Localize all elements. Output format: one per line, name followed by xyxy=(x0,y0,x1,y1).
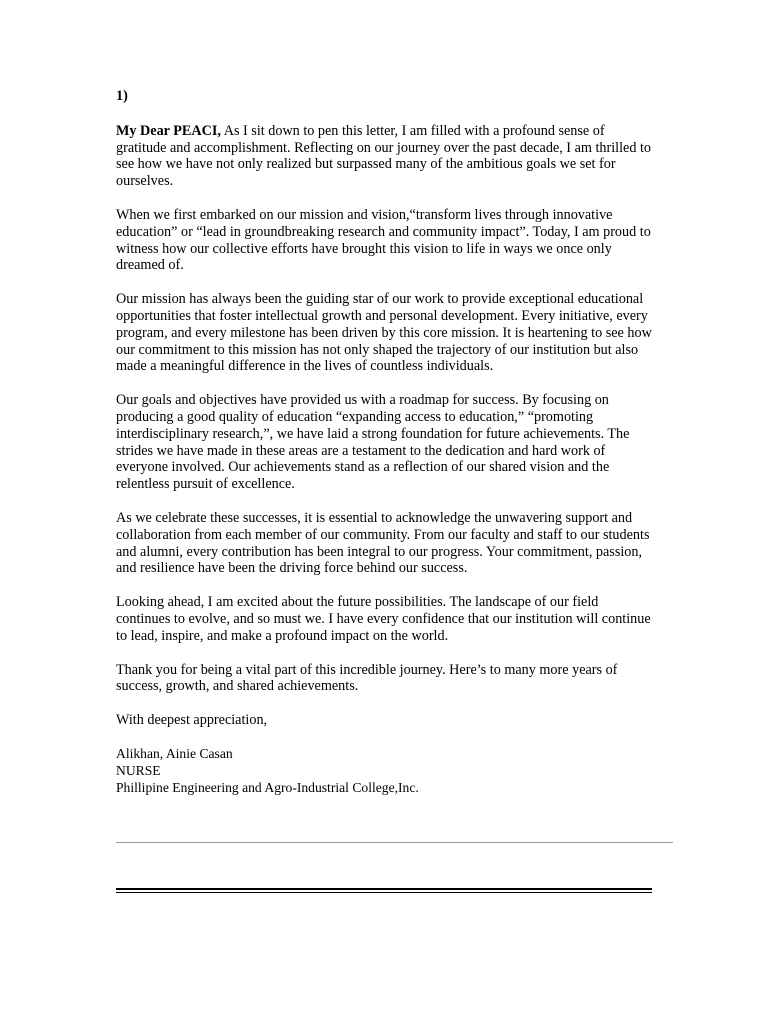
letter-number: 1) xyxy=(116,88,128,104)
signature-title: NURSE xyxy=(116,762,161,778)
paragraph-mission-vision: When we first embarked on our mission and vision,“transform lives through innovative education” or “lead in groundbreaking research and community impact”. Today, I am proud to witness how our collective efforts have brought this vision to life in ways we once only dreamed of. xyxy=(116,206,651,274)
closing-line: With deepest appreciation, xyxy=(116,712,268,729)
paragraph-future: Looking ahead, I am excited about the future possibilities. The landscape of our field continues to evolve, and so must we. I have every confidence that our institution will continue to lead, inspire, and make a profound impact on the world. xyxy=(116,594,651,644)
paragraph-community: As we celebrate these successes, it is essential to acknowledge the unwavering support and collaboration from each member of our community. From our faculty and staff to our students and alumni, every contribution has been integral to our progress. Your commitment, passion, and resilience have been the driving force behind our success. xyxy=(116,509,650,577)
double-horizontal-divider xyxy=(116,888,652,893)
paragraph-mission: Our mission has always been the guiding star of our work to provide exceptional educational opportunities that foster intellectual growth and personal development. Every initiative, every program, and every milestone has been driven by this core mission. It is heartening to see how our commitment to this mission has not only shaped the trajectory of our institution but also made a meaningful difference in the lives of countless individuals. xyxy=(116,291,652,375)
letter-body xyxy=(116,88,656,796)
paragraph-opening xyxy=(116,123,656,190)
horizontal-divider xyxy=(116,842,673,843)
paragraph-goals: Our goals and objectives have provided us with a roadmap for success. By focusing on producing a good quality of education “expanding access to education,” “promoting interdisciplinary research,”, we have laid a strong foundation for future achievements. The strides we have made in these areas are a testament to the dedication and hard work of everyone involved. Our achievements stand as a reflection of our shared vision and the relentless pursuit of excellence. xyxy=(116,392,630,493)
paragraph-thanks: Thank you for being a vital part of this incredible journey. Here’s to many more years of success, growth, and shared achievements. xyxy=(116,661,618,695)
salutation: My Dear PEACI, xyxy=(116,122,221,139)
paragraph-opening-text: As I sit down to pen this letter, I am filled with a profound sense of gratitude and accomplishment. Reflecting on our journey over the past decade, I am thrilled to see how we have not only realized but surpassed many of the ambitious goals we set for ourselves. xyxy=(116,122,652,190)
signature-name: Alikhan, Ainie Casan xyxy=(116,745,233,761)
signature-organization: Phillipine Engineering and Agro-Industrial College,Inc. xyxy=(116,779,419,795)
